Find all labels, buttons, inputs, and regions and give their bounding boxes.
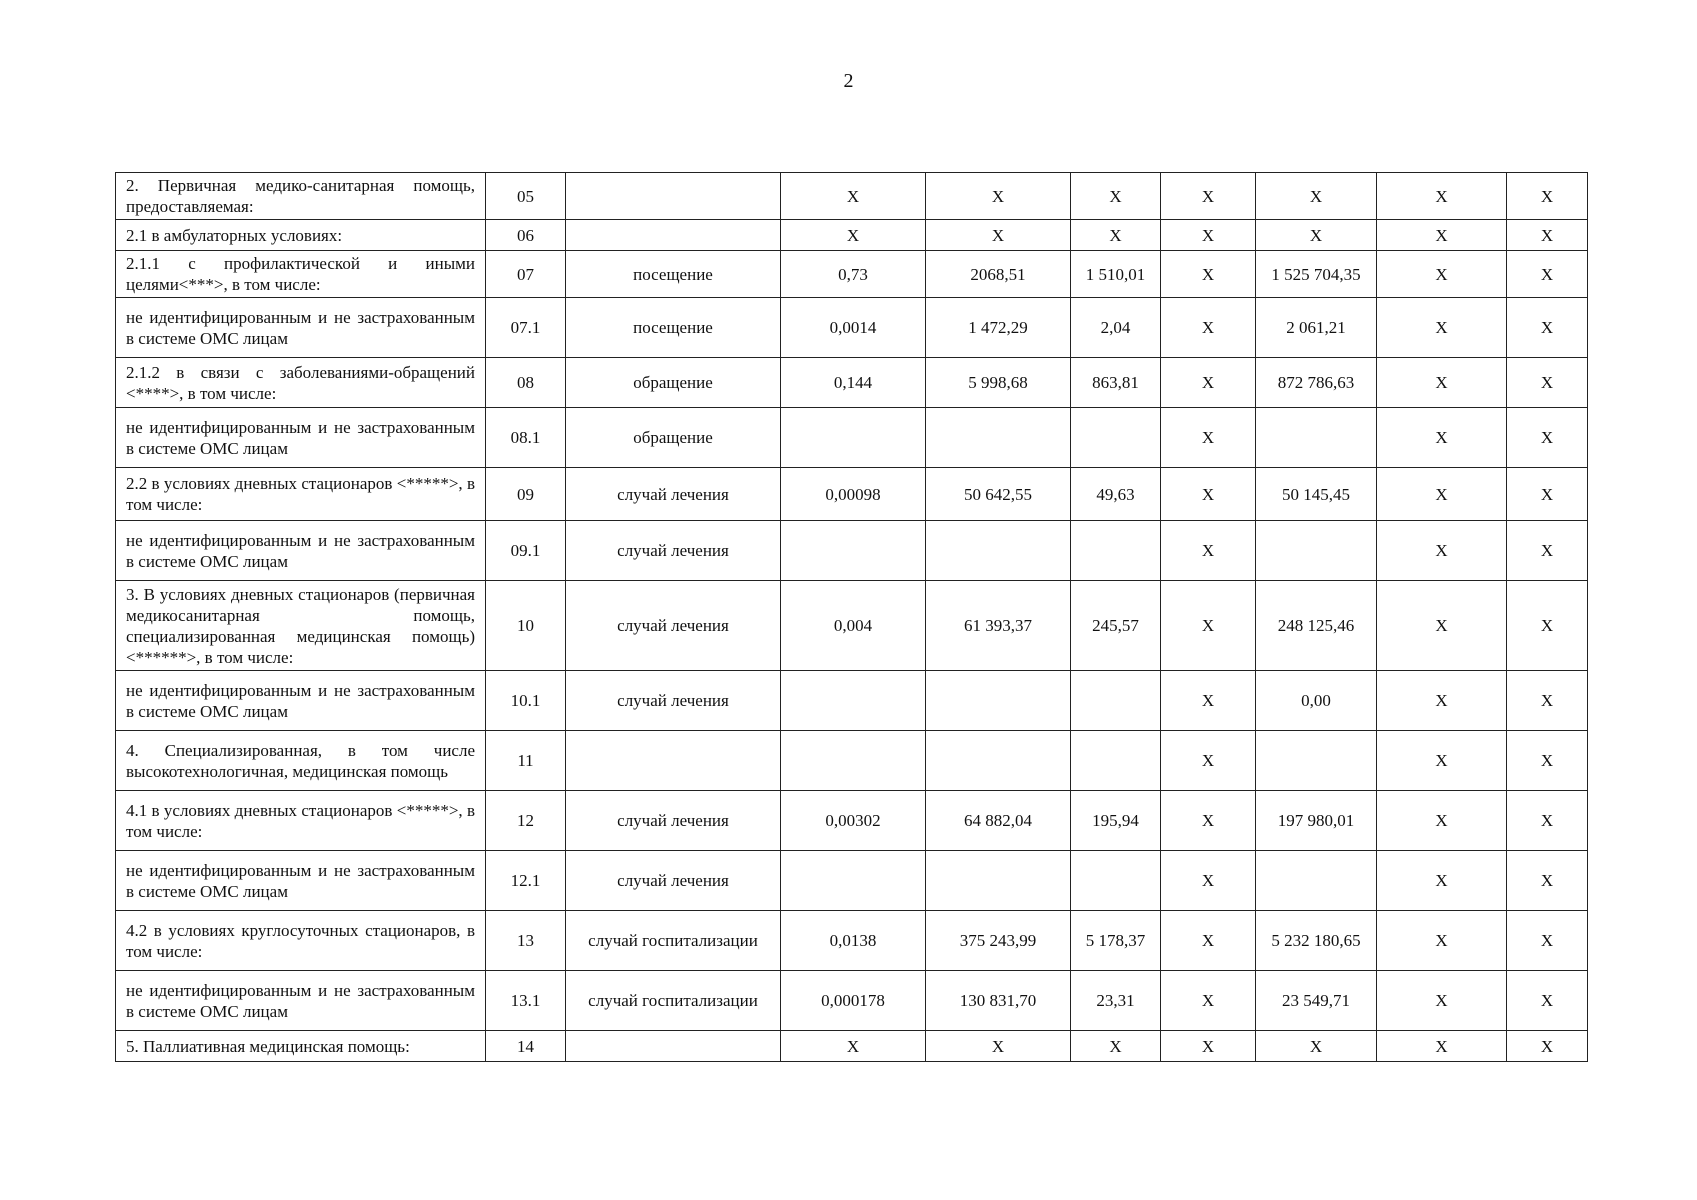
- row-value-cell-7: Х: [1507, 298, 1588, 358]
- row-code-cell: 09: [486, 468, 566, 521]
- row-value-cell-2: 130 831,70: [926, 971, 1071, 1031]
- row-value-cell-4: Х: [1161, 851, 1256, 911]
- table-row: [116, 298, 1588, 358]
- row-name-cell: 4.2 в условиях круглосуточных стационаров, в том числе:: [116, 911, 486, 971]
- row-value-cell-3: [1071, 521, 1161, 581]
- row-value-cell-6: Х: [1377, 671, 1507, 731]
- row-value-cell-7: Х: [1507, 408, 1588, 468]
- row-value-cell-5: 0,00: [1256, 671, 1377, 731]
- row-value-cell-4: Х: [1161, 408, 1256, 468]
- row-value-cell-4: Х: [1161, 791, 1256, 851]
- row-unit-cell: [566, 220, 781, 251]
- row-value-cell-3: Х: [1071, 1031, 1161, 1062]
- row-unit-cell: случай лечения: [566, 791, 781, 851]
- row-value-cell-6: Х: [1377, 358, 1507, 408]
- row-value-cell-1: Х: [781, 173, 926, 220]
- row-value-cell-2: Х: [926, 220, 1071, 251]
- row-name-cell: не идентифицированным и не застрахованным в системе ОМС лицам: [116, 521, 486, 581]
- row-value-cell-2: [926, 521, 1071, 581]
- row-value-cell-7: Х: [1507, 911, 1588, 971]
- row-value-cell-5: Х: [1256, 173, 1377, 220]
- row-name-cell: не идентифицированным и не застрахованным в системе ОМС лицам: [116, 408, 486, 468]
- row-code-cell: 08: [486, 358, 566, 408]
- table-row: [116, 408, 1588, 468]
- row-value-cell-6: Х: [1377, 1031, 1507, 1062]
- row-value-cell-3: [1071, 851, 1161, 911]
- row-unit-cell: случай лечения: [566, 468, 781, 521]
- row-value-cell-6: Х: [1377, 971, 1507, 1031]
- row-value-cell-7: Х: [1507, 173, 1588, 220]
- row-name-cell: 3. В условиях дневных стационаров (первичная медикосанитарная помощь, специализированная медицинская помощь)<******>, в том числе:: [116, 581, 486, 671]
- row-name-cell: 2.1 в амбулаторных условиях:: [116, 220, 486, 251]
- row-value-cell-2: 5 998,68: [926, 358, 1071, 408]
- table-row: [116, 791, 1588, 851]
- row-value-cell-4: Х: [1161, 358, 1256, 408]
- row-value-cell-5: 50 145,45: [1256, 468, 1377, 521]
- row-value-cell-1: 0,144: [781, 358, 926, 408]
- row-unit-cell: [566, 731, 781, 791]
- row-value-cell-1: [781, 671, 926, 731]
- row-code-cell: 12: [486, 791, 566, 851]
- row-name-cell: не идентифицированным и не застрахованным в системе ОМС лицам: [116, 298, 486, 358]
- row-value-cell-1: 0,00302: [781, 791, 926, 851]
- row-value-cell-5: Х: [1256, 220, 1377, 251]
- row-name-cell: 2.1.2 в связи с заболеваниями-обращений <****>, в том числе:: [116, 358, 486, 408]
- row-unit-cell: [566, 173, 781, 220]
- table-row: [116, 220, 1588, 251]
- row-value-cell-5: 1 525 704,35: [1256, 251, 1377, 298]
- row-value-cell-1: Х: [781, 1031, 926, 1062]
- row-value-cell-6: Х: [1377, 521, 1507, 581]
- row-value-cell-1: 0,00098: [781, 468, 926, 521]
- row-code-cell: 07: [486, 251, 566, 298]
- row-value-cell-7: Х: [1507, 468, 1588, 521]
- row-value-cell-2: Х: [926, 173, 1071, 220]
- row-value-cell-2: Х: [926, 1031, 1071, 1062]
- row-value-cell-2: 50 642,55: [926, 468, 1071, 521]
- row-value-cell-4: Х: [1161, 581, 1256, 671]
- table-row: [116, 911, 1588, 971]
- table-row: [116, 251, 1588, 298]
- row-value-cell-7: Х: [1507, 791, 1588, 851]
- table-row: [116, 1031, 1588, 1062]
- row-value-cell-5: 197 980,01: [1256, 791, 1377, 851]
- row-value-cell-6: Х: [1377, 851, 1507, 911]
- row-name-cell: 2.2 в условиях дневных стационаров <*****>, в том числе:: [116, 468, 486, 521]
- table-row: [116, 731, 1588, 791]
- row-value-cell-6: Х: [1377, 911, 1507, 971]
- row-value-cell-7: Х: [1507, 731, 1588, 791]
- row-value-cell-4: Х: [1161, 671, 1256, 731]
- row-value-cell-6: Х: [1377, 791, 1507, 851]
- data-table: [115, 172, 1588, 1062]
- row-unit-cell: случай лечения: [566, 521, 781, 581]
- row-value-cell-2: 375 243,99: [926, 911, 1071, 971]
- row-value-cell-4: Х: [1161, 468, 1256, 521]
- row-value-cell-3: 49,63: [1071, 468, 1161, 521]
- row-value-cell-6: Х: [1377, 731, 1507, 791]
- row-value-cell-7: Х: [1507, 220, 1588, 251]
- row-value-cell-5: Х: [1256, 1031, 1377, 1062]
- row-value-cell-2: 64 882,04: [926, 791, 1071, 851]
- row-value-cell-4: Х: [1161, 971, 1256, 1031]
- row-value-cell-7: Х: [1507, 971, 1588, 1031]
- row-name-cell: 2.1.1 с профилактической и иными целями<***>, в том числе:: [116, 251, 486, 298]
- row-value-cell-4: Х: [1161, 220, 1256, 251]
- row-value-cell-1: 0,004: [781, 581, 926, 671]
- row-value-cell-5: [1256, 521, 1377, 581]
- row-unit-cell: случай лечения: [566, 851, 781, 911]
- row-code-cell: 08.1: [486, 408, 566, 468]
- row-value-cell-1: [781, 851, 926, 911]
- row-value-cell-4: Х: [1161, 731, 1256, 791]
- row-unit-cell: обращение: [566, 408, 781, 468]
- row-value-cell-6: Х: [1377, 468, 1507, 521]
- row-value-cell-3: 5 178,37: [1071, 911, 1161, 971]
- row-code-cell: 13.1: [486, 971, 566, 1031]
- row-value-cell-1: 0,0014: [781, 298, 926, 358]
- table-row: [116, 671, 1588, 731]
- row-value-cell-2: [926, 408, 1071, 468]
- row-value-cell-7: Х: [1507, 581, 1588, 671]
- row-value-cell-4: Х: [1161, 911, 1256, 971]
- row-value-cell-7: Х: [1507, 251, 1588, 298]
- row-value-cell-4: Х: [1161, 298, 1256, 358]
- row-value-cell-2: 1 472,29: [926, 298, 1071, 358]
- table-body: [116, 173, 1588, 1062]
- row-name-cell: не идентифицированным и не застрахованным в системе ОМС лицам: [116, 671, 486, 731]
- row-unit-cell: посещение: [566, 251, 781, 298]
- row-code-cell: 14: [486, 1031, 566, 1062]
- row-value-cell-5: 248 125,46: [1256, 581, 1377, 671]
- row-name-cell: не идентифицированным и не застрахованным в системе ОМС лицам: [116, 971, 486, 1031]
- row-code-cell: 05: [486, 173, 566, 220]
- row-value-cell-4: Х: [1161, 521, 1256, 581]
- row-value-cell-5: 23 549,71: [1256, 971, 1377, 1031]
- row-value-cell-3: Х: [1071, 173, 1161, 220]
- row-value-cell-3: 245,57: [1071, 581, 1161, 671]
- table-row: [116, 581, 1588, 671]
- row-code-cell: 11: [486, 731, 566, 791]
- row-value-cell-6: Х: [1377, 173, 1507, 220]
- row-code-cell: 13: [486, 911, 566, 971]
- row-value-cell-2: 61 393,37: [926, 581, 1071, 671]
- row-value-cell-7: Х: [1507, 521, 1588, 581]
- row-unit-cell: обращение: [566, 358, 781, 408]
- row-code-cell: 07.1: [486, 298, 566, 358]
- row-value-cell-7: Х: [1507, 1031, 1588, 1062]
- row-value-cell-3: 2,04: [1071, 298, 1161, 358]
- row-value-cell-1: [781, 408, 926, 468]
- row-value-cell-1: 0,000178: [781, 971, 926, 1031]
- row-value-cell-2: [926, 731, 1071, 791]
- row-value-cell-1: [781, 731, 926, 791]
- row-value-cell-7: Х: [1507, 358, 1588, 408]
- row-value-cell-3: 195,94: [1071, 791, 1161, 851]
- row-value-cell-1: 0,0138: [781, 911, 926, 971]
- table-row: [116, 468, 1588, 521]
- row-unit-cell: [566, 1031, 781, 1062]
- row-value-cell-5: [1256, 851, 1377, 911]
- row-value-cell-6: Х: [1377, 298, 1507, 358]
- row-value-cell-5: 5 232 180,65: [1256, 911, 1377, 971]
- row-value-cell-3: 863,81: [1071, 358, 1161, 408]
- row-unit-cell: случай лечения: [566, 581, 781, 671]
- row-value-cell-3: 1 510,01: [1071, 251, 1161, 298]
- row-value-cell-4: Х: [1161, 251, 1256, 298]
- row-value-cell-3: [1071, 408, 1161, 468]
- row-name-cell: 5. Паллиативная медицинская помощь:: [116, 1031, 486, 1062]
- row-value-cell-6: Х: [1377, 408, 1507, 468]
- row-value-cell-4: Х: [1161, 1031, 1256, 1062]
- row-value-cell-2: [926, 851, 1071, 911]
- row-value-cell-4: Х: [1161, 173, 1256, 220]
- row-name-cell: 4. Специализированная, в том числе высокотехнологичная, медицинская помощь: [116, 731, 486, 791]
- row-value-cell-7: Х: [1507, 851, 1588, 911]
- row-value-cell-3: [1071, 731, 1161, 791]
- page-number: 2: [843, 70, 854, 92]
- row-value-cell-5: [1256, 408, 1377, 468]
- row-name-cell: 4.1 в условиях дневных стационаров <*****>, в том числе:: [116, 791, 486, 851]
- row-code-cell: 12.1: [486, 851, 566, 911]
- row-value-cell-5: 2 061,21: [1256, 298, 1377, 358]
- row-unit-cell: случай госпитализации: [566, 911, 781, 971]
- row-unit-cell: случай госпитализации: [566, 971, 781, 1031]
- row-value-cell-1: [781, 521, 926, 581]
- row-unit-cell: посещение: [566, 298, 781, 358]
- row-value-cell-6: Х: [1377, 251, 1507, 298]
- row-value-cell-3: [1071, 671, 1161, 731]
- row-unit-cell: случай лечения: [566, 671, 781, 731]
- table-row: [116, 851, 1588, 911]
- row-value-cell-7: Х: [1507, 671, 1588, 731]
- row-name-cell: 2. Первичная медико-санитарная помощь, предоставляемая:: [116, 173, 486, 220]
- row-value-cell-1: 0,73: [781, 251, 926, 298]
- table-row: [116, 521, 1588, 581]
- row-name-cell: не идентифицированным и не застрахованным в системе ОМС лицам: [116, 851, 486, 911]
- row-value-cell-2: 2068,51: [926, 251, 1071, 298]
- row-value-cell-2: [926, 671, 1071, 731]
- row-value-cell-6: Х: [1377, 220, 1507, 251]
- row-value-cell-3: Х: [1071, 220, 1161, 251]
- row-value-cell-5: [1256, 731, 1377, 791]
- table-row: [116, 971, 1588, 1031]
- row-code-cell: 06: [486, 220, 566, 251]
- table-row: [116, 173, 1588, 220]
- row-value-cell-6: Х: [1377, 581, 1507, 671]
- row-code-cell: 10: [486, 581, 566, 671]
- table-row: [116, 358, 1588, 408]
- row-code-cell: 09.1: [486, 521, 566, 581]
- row-value-cell-5: 872 786,63: [1256, 358, 1377, 408]
- row-code-cell: 10.1: [486, 671, 566, 731]
- row-value-cell-3: 23,31: [1071, 971, 1161, 1031]
- row-value-cell-1: Х: [781, 220, 926, 251]
